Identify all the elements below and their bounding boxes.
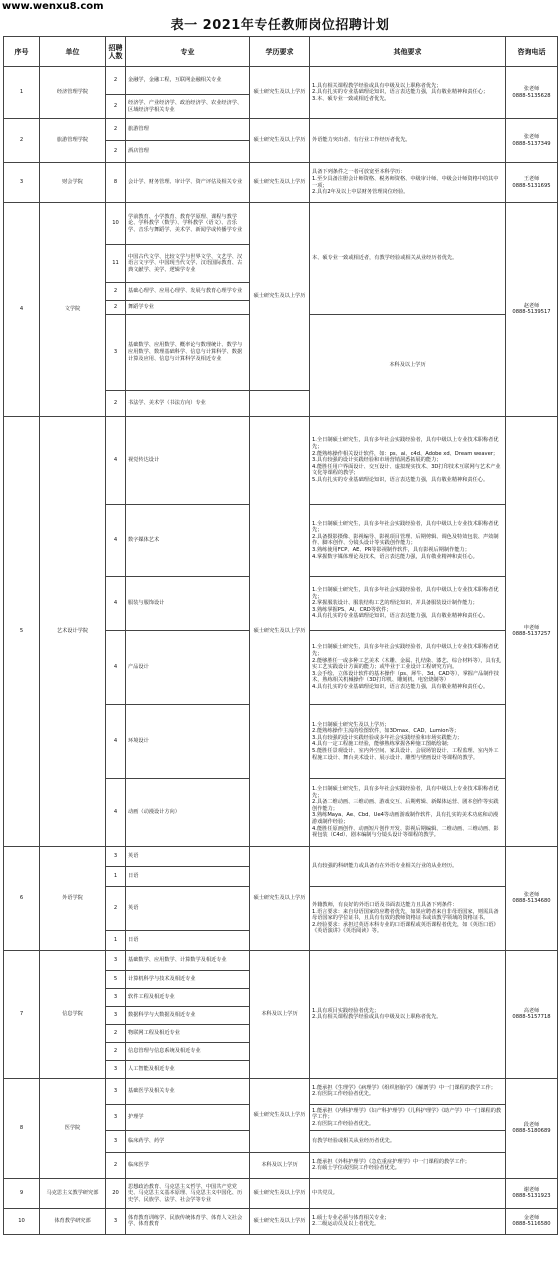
cell-unit: 外语学院	[40, 846, 106, 950]
cell-unit: 医学院	[40, 1078, 106, 1178]
cell-contact: 王老师 0888-5131695	[506, 163, 558, 203]
cell-count: 1	[106, 866, 126, 886]
cell-contact: 金老师 0888-5116580	[506, 1208, 558, 1234]
cell-major: 会计学、财务管理、审计学、资产评估及相关专业	[126, 163, 250, 203]
cell-major: 数字媒体艺术	[126, 504, 250, 576]
cell-count: 11	[106, 245, 126, 283]
cell-major: 产品设计	[126, 630, 250, 704]
table-row	[4, 1078, 558, 1104]
table-row	[4, 119, 558, 141]
col-header-contact: 咨询电话	[506, 37, 558, 67]
table-row	[4, 163, 558, 203]
cell-other-requirements: 外籍教师，有良好的外语口语及书面表达能力且具备下列条件： 1.语言要求：来自母语国家的应聘者优先，如果应聘者来自非母语国家，则需具备母语国家的学位证书，且具有有效的教师资格证书或该教学领域的资格证书。 2.经验要求：承担过英语本科专业的口语课程或英语课程者优先，如《英语口语》《英语演讲》《英语阅读》等。	[310, 886, 506, 950]
cell-major: 日语	[126, 930, 250, 950]
cell-unit: 艺术设计学院	[40, 416, 106, 846]
cell-count: 4	[106, 576, 126, 630]
cell-major: 基础数学、应用数学、计算数学及相近专业	[126, 950, 250, 970]
cell-major: 动画（动漫设计方向）	[126, 778, 250, 846]
cell-major: 旅游管理	[126, 119, 250, 141]
cell-seq: 5	[4, 416, 40, 846]
cell-contact: 赵老师 0888-5139517	[506, 203, 558, 417]
cell-seq: 3	[4, 163, 40, 203]
cell-count: 2	[106, 119, 126, 141]
cell-major: 环境设计	[126, 704, 250, 778]
cell-education: 本科及以上学历	[250, 1152, 310, 1178]
col-header-other-requirements: 其他要求	[310, 37, 506, 67]
cell-other-requirements: 1.全日制硕士研究生，具有多年社会实践经验者，具有中级以上专业技术职称者优先； 2.能熟练操作相关设计软件，如：ps、ai、c4d、Adobe xd、Dream weaver； 3.具有较强的设计实践经验和市场营销洞悉拓展的能力； 4.能胜任用户界面设计、交互设计、虚拟现实技术、3D打印技术互联网与艺术产业文化等课程的教学； 5.具有扎实的专业基础理论知识，语言表达能力强，具有敬业精神和责任心。	[310, 416, 506, 504]
page-title: 表一 2021年专任教师岗位招聘计划	[170, 18, 390, 33]
cell-major: 基础数学、应用数学、概率论与数理统计、数学与应用数学、数理基础科学、信息与计算科学、数据计算及应用、信息与计算科学及相近专业	[126, 315, 250, 391]
cell-education: 硕士研究生及以上学历	[250, 416, 310, 846]
cell-major: 临床医学	[126, 1152, 250, 1178]
cell-count: 4	[106, 704, 126, 778]
cell-unit: 经济管理学院	[40, 67, 106, 119]
cell-count: 2	[106, 95, 126, 119]
cell-major: 学前教育、小学教育、教育学原理、课程与教学论、学科教学（数学）、学科教学（语文）、音乐学、音乐与舞蹈学、美术学、新闻学或传播学专业	[126, 203, 250, 245]
cell-count: 3	[106, 1104, 126, 1130]
cell-count: 2	[106, 1024, 126, 1042]
cell-contact: 张老师 0888-5134680	[506, 846, 558, 950]
cell-major: 书法学、美术学（书法方向）专业	[126, 390, 250, 416]
cell-count: 2	[106, 301, 126, 315]
cell-count: 3	[106, 1078, 126, 1104]
cell-major: 软件工程及相近专业	[126, 988, 250, 1006]
watermark: www.wenxu8.com	[2, 1, 104, 12]
cell-count: 3	[106, 1208, 126, 1234]
cell-seq: 2	[4, 119, 40, 163]
cell-count: 2	[106, 283, 126, 301]
cell-major: 舞蹈学专业	[126, 301, 250, 315]
recruitment-table	[3, 36, 558, 1235]
cell-unit: 文学院	[40, 203, 106, 417]
cell-other-requirements: 中共党员。	[310, 1178, 506, 1208]
cell-major: 临床药学、药学	[126, 1130, 250, 1152]
cell-education: 硕士研究生及以上学历	[250, 67, 310, 119]
cell-other-requirements: 具备下列条件之一者可放宽至本科学历： 1.至少具备注册会计师资格、税务师资格、中级审计师、中级会计师资格中的其中一项； 2.具有2年及以上中层财务管理岗位经验。	[310, 163, 506, 203]
cell-unit: 马克思主义教学研究部	[40, 1178, 106, 1208]
table-row	[4, 67, 558, 95]
cell-count: 3	[106, 1060, 126, 1078]
cell-count: 2	[106, 886, 126, 930]
cell-count: 2	[106, 141, 126, 163]
cell-unit: 体育教学研究部	[40, 1208, 106, 1234]
cell-education: 硕士研究生及以上学历	[250, 119, 310, 163]
cell-other-requirements: 1.全日制硕士研究生，具有多年社会实践经验者，具有中级以上专业技术职称者优先； 2.具备二维动画、三维动画、游戏交互、后期剪辑、新媒体运营、剧本创作等实践创作能力； 3.熟练Maya、Ae、Cbd、Ue4等动画游戏制作软件，具有扎实的美术功底和动漫游戏制作经验； 4.能胜任原画创作、动画短片创作开发、影视后期编辑、二维动画、三维动画、影视包装（C4d）、剧本编制与分镜头设计等课程的教学。	[310, 778, 506, 846]
cell-other-requirements: 外语能力突出者、有行业工作经历者优先。	[310, 119, 506, 163]
cell-education: 硕士研究生及以上学历	[250, 1078, 310, 1152]
table-row	[4, 416, 558, 504]
table-row	[4, 203, 558, 245]
cell-major: 思想政治教育、马克思主义哲学、中国共产党党史、马克思主义基本原理、马克思主义中国化、历史学、民族学、法学、社会学等专业	[126, 1178, 250, 1208]
cell-contact: 张老师 0888-5135628	[506, 67, 558, 119]
col-header-major: 专业	[126, 37, 250, 67]
cell-count: 3	[106, 1006, 126, 1024]
cell-major: 基础心理学、应用心理学、发展与教育心理学专业	[126, 283, 250, 301]
col-header-unit: 单位	[40, 37, 106, 67]
cell-major: 视觉传达设计	[126, 416, 250, 504]
cell-count: 20	[106, 1178, 126, 1208]
cell-seq: 7	[4, 950, 40, 1078]
cell-count: 4	[106, 778, 126, 846]
cell-contact: 段老师 0888-5180689	[506, 1078, 558, 1178]
cell-major: 数据科学与大数据及相近专业	[126, 1006, 250, 1024]
cell-education: 本科及以上学历	[310, 315, 506, 417]
cell-education: 硕士研究生及以上学历	[250, 203, 310, 391]
cell-major: 经济学、产业经济学、政治经济学、农业经济学、区域经济学相关专业	[126, 95, 250, 119]
cell-count: 3	[106, 988, 126, 1006]
cell-major: 日语	[126, 866, 250, 886]
cell-count: 1	[106, 930, 126, 950]
cell-education: 硕士研究生及以上学历	[250, 1178, 310, 1208]
cell-count: 3	[106, 315, 126, 391]
cell-count: 2	[106, 390, 126, 416]
cell-unit: 信息学院	[40, 950, 106, 1078]
cell-count: 4	[106, 504, 126, 576]
cell-contact: 高老师 0888-5157718	[506, 950, 558, 1078]
col-header-education: 学历要求	[250, 37, 310, 67]
cell-seq: 4	[4, 203, 40, 417]
cell-other-requirements: 有教学经验或相关从业经历者优先。	[310, 1130, 506, 1152]
table-row	[4, 950, 558, 970]
cell-other-requirements: 1.全日制硕士研究生，具有多年社会实践经验者，具有中级以上专业技术职称者优先； 2.掌握服装设计、服装结构工艺的理论知识，并具备服装设计制作能力； 3.熟练掌握PS、AI、CRD等软件； 4.具有扎实的专业基础理论知识，语言表达能力强，具有敬业精神和责任心。	[310, 576, 506, 630]
cell-count: 3	[106, 950, 126, 970]
cell-major: 计算机科学与技术及相近专业	[126, 970, 250, 988]
cell-seq: 8	[4, 1078, 40, 1178]
cell-count: 4	[106, 416, 126, 504]
cell-education: 硕士研究生及以上学历	[250, 1208, 310, 1234]
cell-count: 2	[106, 1042, 126, 1060]
cell-major: 信息管理与信息系统及相近专业	[126, 1042, 250, 1060]
cell-major: 金融学，金融工程，互联网金融相关专业	[126, 67, 250, 95]
cell-other-requirements: 1.能承担《外科护理学》《急危重症护理学》中一门课程的教学工作； 2.有硕士学位或医院工作经验者优先。	[310, 1152, 506, 1178]
cell-major: 中国古代文学、比较文学与世界文学、文艺学、汉语言文字学、中国现当代文学、汉语国际教育、古典文献学、美学、逻辑学专业	[126, 245, 250, 283]
cell-seq: 9	[4, 1178, 40, 1208]
cell-major: 物联网工程及相近专业	[126, 1024, 250, 1042]
cell-other-requirements: 本、硕专业一致或相近者，有教学经验或相关从业经历者优先。	[310, 203, 506, 315]
cell-major: 英语	[126, 886, 250, 930]
cell-other-requirements: 1.全日制硕士研究生，具有多年社会实践经验者，具有中级以上专业技术职称者优先； 2.具备摄影摄像、影视编导、影视项目管理、后期剪辑、调色及特效包装、声效制作、脚本创作、分镜头设计等实践创作能力； 3.熟练使用FCP、AE、PR等影视制作软件，具有影视后期制作能力； 4.掌握数字媒体理论及技术，语言表达能力强，具有敬业精神和责任心。	[310, 504, 506, 576]
col-header-seq: 序号	[4, 37, 40, 67]
cell-other-requirements: 1.全日制硕士研究生及以上学历； 2.能熟练操作主流的绘图软件，如3Dmax、CAD、Lumion等； 3.具有较强的设计实践经验或多年社会实践经验和市场实践能力； 4.具有一定工程施工经验，能够熟练掌握各种施工图纸绘制； 5.能胜任景观设计、室内外空间、家具设计、会展场馆设计、工程监理、室内外工程施工设计、舞台美术设计、展示设计、雕塑与壁画设计等课程的教学。	[310, 704, 506, 778]
cell-count: 4	[106, 630, 126, 704]
cell-seq: 6	[4, 846, 40, 950]
cell-contact: 张老师 0888-5137349	[506, 119, 558, 163]
cell-seq: 10	[4, 1208, 40, 1234]
cell-other-requirements: 1.能承担《生理学》《病理学》《组织胚胎学》《解剖学》中一门课程的教学工作； 2.有医院工作经验者优先。	[310, 1078, 506, 1104]
cell-education: 硕士研究生及以上学历	[250, 846, 310, 950]
cell-contact: 申老师 0888-5137257	[506, 416, 558, 846]
cell-seq: 1	[4, 67, 40, 119]
cell-major: 英语	[126, 846, 250, 866]
cell-count: 2	[106, 1152, 126, 1178]
cell-count: 3	[106, 1130, 126, 1152]
cell-other-requirements: 1.能承担《内科护理学》《妇产科护理学》《儿科护理学》《助产学》中一门课程的教学工作； 2.有医院工作经验者优先。	[310, 1104, 506, 1130]
cell-count: 3	[106, 846, 126, 866]
cell-major: 人工智能及相近专业	[126, 1060, 250, 1078]
cell-major: 酒店管理	[126, 141, 250, 163]
cell-major: 基础医学及相关专业	[126, 1078, 250, 1104]
cell-major: 护理学	[126, 1104, 250, 1130]
cell-contact: 谢老师 0888-5131923	[506, 1178, 558, 1208]
cell-major: 服装与服饰设计	[126, 576, 250, 630]
table-header-row	[4, 37, 558, 67]
cell-count: 8	[106, 163, 126, 203]
cell-other-requirements: 1.具有项目实践经验者优先； 2.具有相关课程教学经验或具有中级及以上职称者优先。	[310, 950, 506, 1078]
cell-other-requirements: 1.具有相关课程教学经验或具有中级及以上职称者优先； 2.具有扎实的专业基础理论知识，语言表达能力强，具有敬业精神和责任心； 3.本、硕专业一致或相近者优先。	[310, 67, 506, 119]
col-header-count: 招聘人数	[106, 37, 126, 67]
cell-count: 5	[106, 970, 126, 988]
cell-unit: 财会学院	[40, 163, 106, 203]
table-row	[4, 1208, 558, 1234]
table-row	[4, 1178, 558, 1208]
cell-other-requirements: 1.全日制硕士研究生，具有多年社会实践经验者，具有中级以上专业技术职称者优先； 2.能够胜任一或多种工艺美术（木雕、金属、扎结染、漆艺、综合材料等），具有扎实工艺实践设计方面的能力；或毕业于工业设计工程研究方向。 3.会手绘、立体设计软件的基本操作（ps、犀牛、3d、CAD等），掌握产品制作技术，熟练相关机械操作（3D打印机、雕刻机、电窑烧制等） 4.具有扎实的专业基础理论知识，语言表达能力强，具有敬业精神和责任心。	[310, 630, 506, 704]
cell-count: 2	[106, 67, 126, 95]
cell-major: 体育教育训练学、民族传统体育学、体育人文社会学、体育教育	[126, 1208, 250, 1234]
cell-education: 硕士研究生及以上学历	[250, 163, 310, 203]
cell-education: 本科及以上学历	[250, 950, 310, 1078]
table-row	[4, 846, 558, 866]
cell-unit: 旅游管理学院	[40, 119, 106, 163]
cell-count: 10	[106, 203, 126, 245]
cell-other-requirements: 具有较强的科研能力或具备有在外语专业相关行业的从业经历。	[310, 846, 506, 886]
cell-other-requirements: 1.硕士专业必须与体育相关专业； 2.二级运动员及以上者优先。	[310, 1208, 506, 1234]
